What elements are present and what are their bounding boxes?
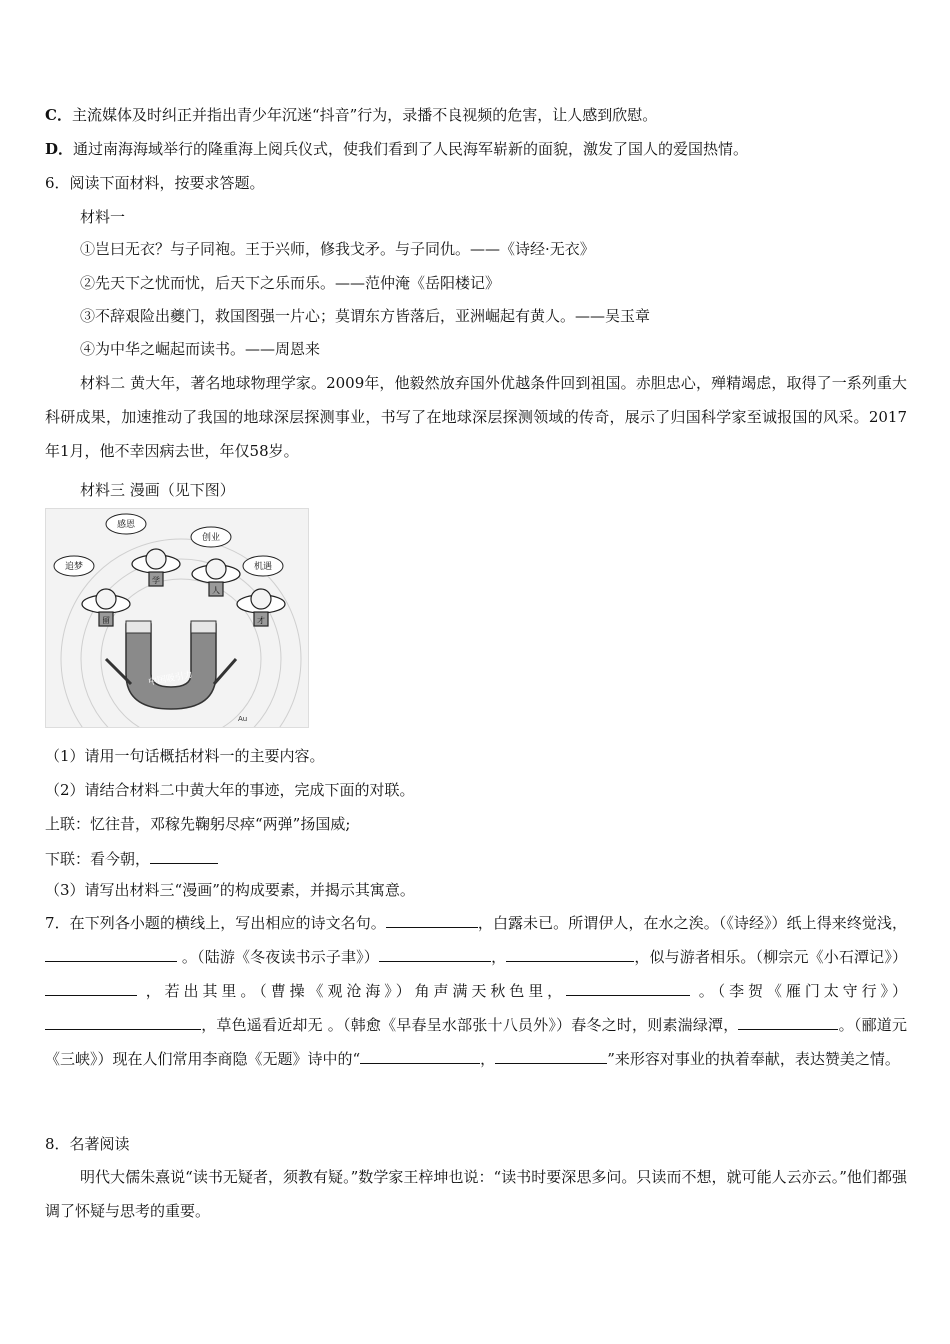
option-c-text: 主流媒体及时纠正并指出青少年沉迷“抖音”行为，录播不良视频的危害，让人感到欣慰。 — [71, 106, 658, 124]
sub-question-3: （3）请写出材料三“漫画”的构成要素，并揭示其寓意。 — [45, 881, 415, 899]
quote-1: ①岂曰无衣？与子同袍。王于兴师，修我戈矛。与子同仇。——《诗经·无衣》 — [80, 240, 595, 258]
badge-ren: 人 — [212, 586, 220, 595]
quote-3: ③不辞艰险出夔门，救国图强一片心；莫谓东方皆落后，亚洲崛起有黄人。——吴玉章 — [80, 307, 651, 325]
person-head-1 — [146, 549, 166, 569]
blank-5[interactable] — [45, 979, 137, 996]
blank-3[interactable] — [379, 945, 491, 962]
badge-cai: 才 — [257, 616, 265, 625]
option-d-text: 通过南海海域举行的隆重海上阅兵仪式，使我们看到了人民海军崭新的面貌，激发了国人的爱国热情。 — [73, 140, 749, 158]
person-head-4 — [251, 589, 271, 609]
q7-seg-8: 。（郦道元《三峡》）现在人们常用李商隐《无题》诗中的“ — [45, 1016, 907, 1068]
artist-signature: Au — [238, 715, 248, 723]
couplet-upper: 上联：忆往昔，邓稼先鞠躬尽瘁“两弹”扬国威; — [45, 815, 351, 833]
magnet-label: 中国吸引力 — [147, 670, 194, 688]
bubble-text-zhuimeng: 追梦 — [64, 562, 84, 572]
sub-question-1: （1）请用一句话概括材料一的主要内容。 — [45, 747, 325, 765]
badge-liu: 留 — [102, 616, 110, 625]
option-d — [45, 138, 748, 160]
bubble-text-chuangye: 创业 — [201, 533, 221, 543]
bubble-text-ganen: 感恩 — [116, 520, 136, 530]
magnet-shape — [126, 624, 216, 709]
blank-9[interactable] — [360, 1047, 480, 1064]
material1-title: 材料一 — [80, 208, 126, 226]
bubble-text-jiyu: 机遇 — [253, 562, 273, 572]
blank-8[interactable] — [738, 1013, 838, 1030]
q7-seg-4: ，似与游者相乐。（柳宗元《小石潭记》） — [634, 948, 907, 966]
blank-7[interactable] — [45, 1013, 201, 1030]
cartoon-image — [45, 508, 309, 728]
q8-paragraph: 明代大儒朱熹说“读书无疑者，须教有疑。”数学家王梓坤也说：“读书时要深思多问。只读而不想，就可能人云亦云。”他们都强调了怀疑与思考的重要。 — [45, 1168, 907, 1220]
q7-seg-3: ， — [490, 948, 507, 966]
blank-4[interactable] — [506, 945, 634, 962]
person-head-3 — [96, 589, 116, 609]
couplet-lower-text: 下联：看今朝， — [45, 850, 151, 868]
material2-paragraph: 材料二 黄大年，著名地球物理学家。2009年，他毅然放弃国外优越条件回到祖国。赤胆忠心，殚精竭虑，取得了一系列重大科研成果，加速推动了我国的地球深层探测事业，书写了在地球深层探测领域的传奇，展示了归国科学家至诚报国的风采。2017年1月，他不幸因病去世，年仅58岁。 — [45, 374, 907, 460]
blank-10[interactable] — [495, 1047, 607, 1064]
q7-seg-1: ，白露未已。所谓伊人，在水之涘。（《诗经》）纸上得来终觉浅， — [477, 914, 907, 932]
q7-seg-6: 。（李贺《雁门太守行》） — [690, 982, 907, 1000]
option-c — [45, 104, 657, 126]
sub-question-2: （2）请结合材料二中黄大年的事迹，完成下面的对联。 — [45, 781, 415, 799]
q8-title: 8．名著阅读 — [45, 1135, 130, 1153]
badge-xue: 学 — [152, 576, 160, 585]
blank-6[interactable] — [566, 979, 690, 996]
magnet-pole-left — [126, 621, 151, 633]
magnet-pole-right — [191, 621, 216, 633]
cartoon-drawing — [46, 509, 308, 727]
quote-2: ②先天下之忧而忧，后天下之乐而乐。——范仲淹《岳阳楼记》 — [80, 274, 501, 292]
q7-seg-10: ”来形容对事业的执着奉献，表达赞美之情。 — [607, 1050, 900, 1068]
q7-seg-5: ，若出其里。（曹操《观沧海》）角声满天秋色里， — [145, 982, 567, 1000]
q7-paragraph — [45, 906, 907, 1076]
option-c-label: C． — [45, 106, 72, 124]
blank-1[interactable] — [386, 911, 478, 928]
q7-seg-0: 7．在下列各小题的横线上，写出相应的诗文名句。 — [45, 914, 386, 932]
couplet-lower — [45, 847, 218, 870]
q7-seg-7: ，草色遥看近却无 。（韩愈《早春呈水部张十八员外》）春冬之时，则素湍绿潭， — [201, 1016, 739, 1034]
answer-blank[interactable] — [150, 847, 218, 864]
q7-seg-2: 。（陆游《冬夜读书示子聿》） — [177, 948, 379, 966]
option-d-label: D． — [45, 140, 74, 158]
person-head-2 — [206, 559, 226, 579]
q6-title: 6．阅读下面材料，按要求答题。 — [45, 174, 265, 192]
quote-4: ④为中华之崛起而读书。——周恩来 — [80, 340, 321, 358]
q7-seg-9: ， — [480, 1050, 496, 1068]
material3-title: 材料三 漫画（见下图） — [80, 481, 235, 499]
blank-2[interactable] — [45, 945, 177, 962]
